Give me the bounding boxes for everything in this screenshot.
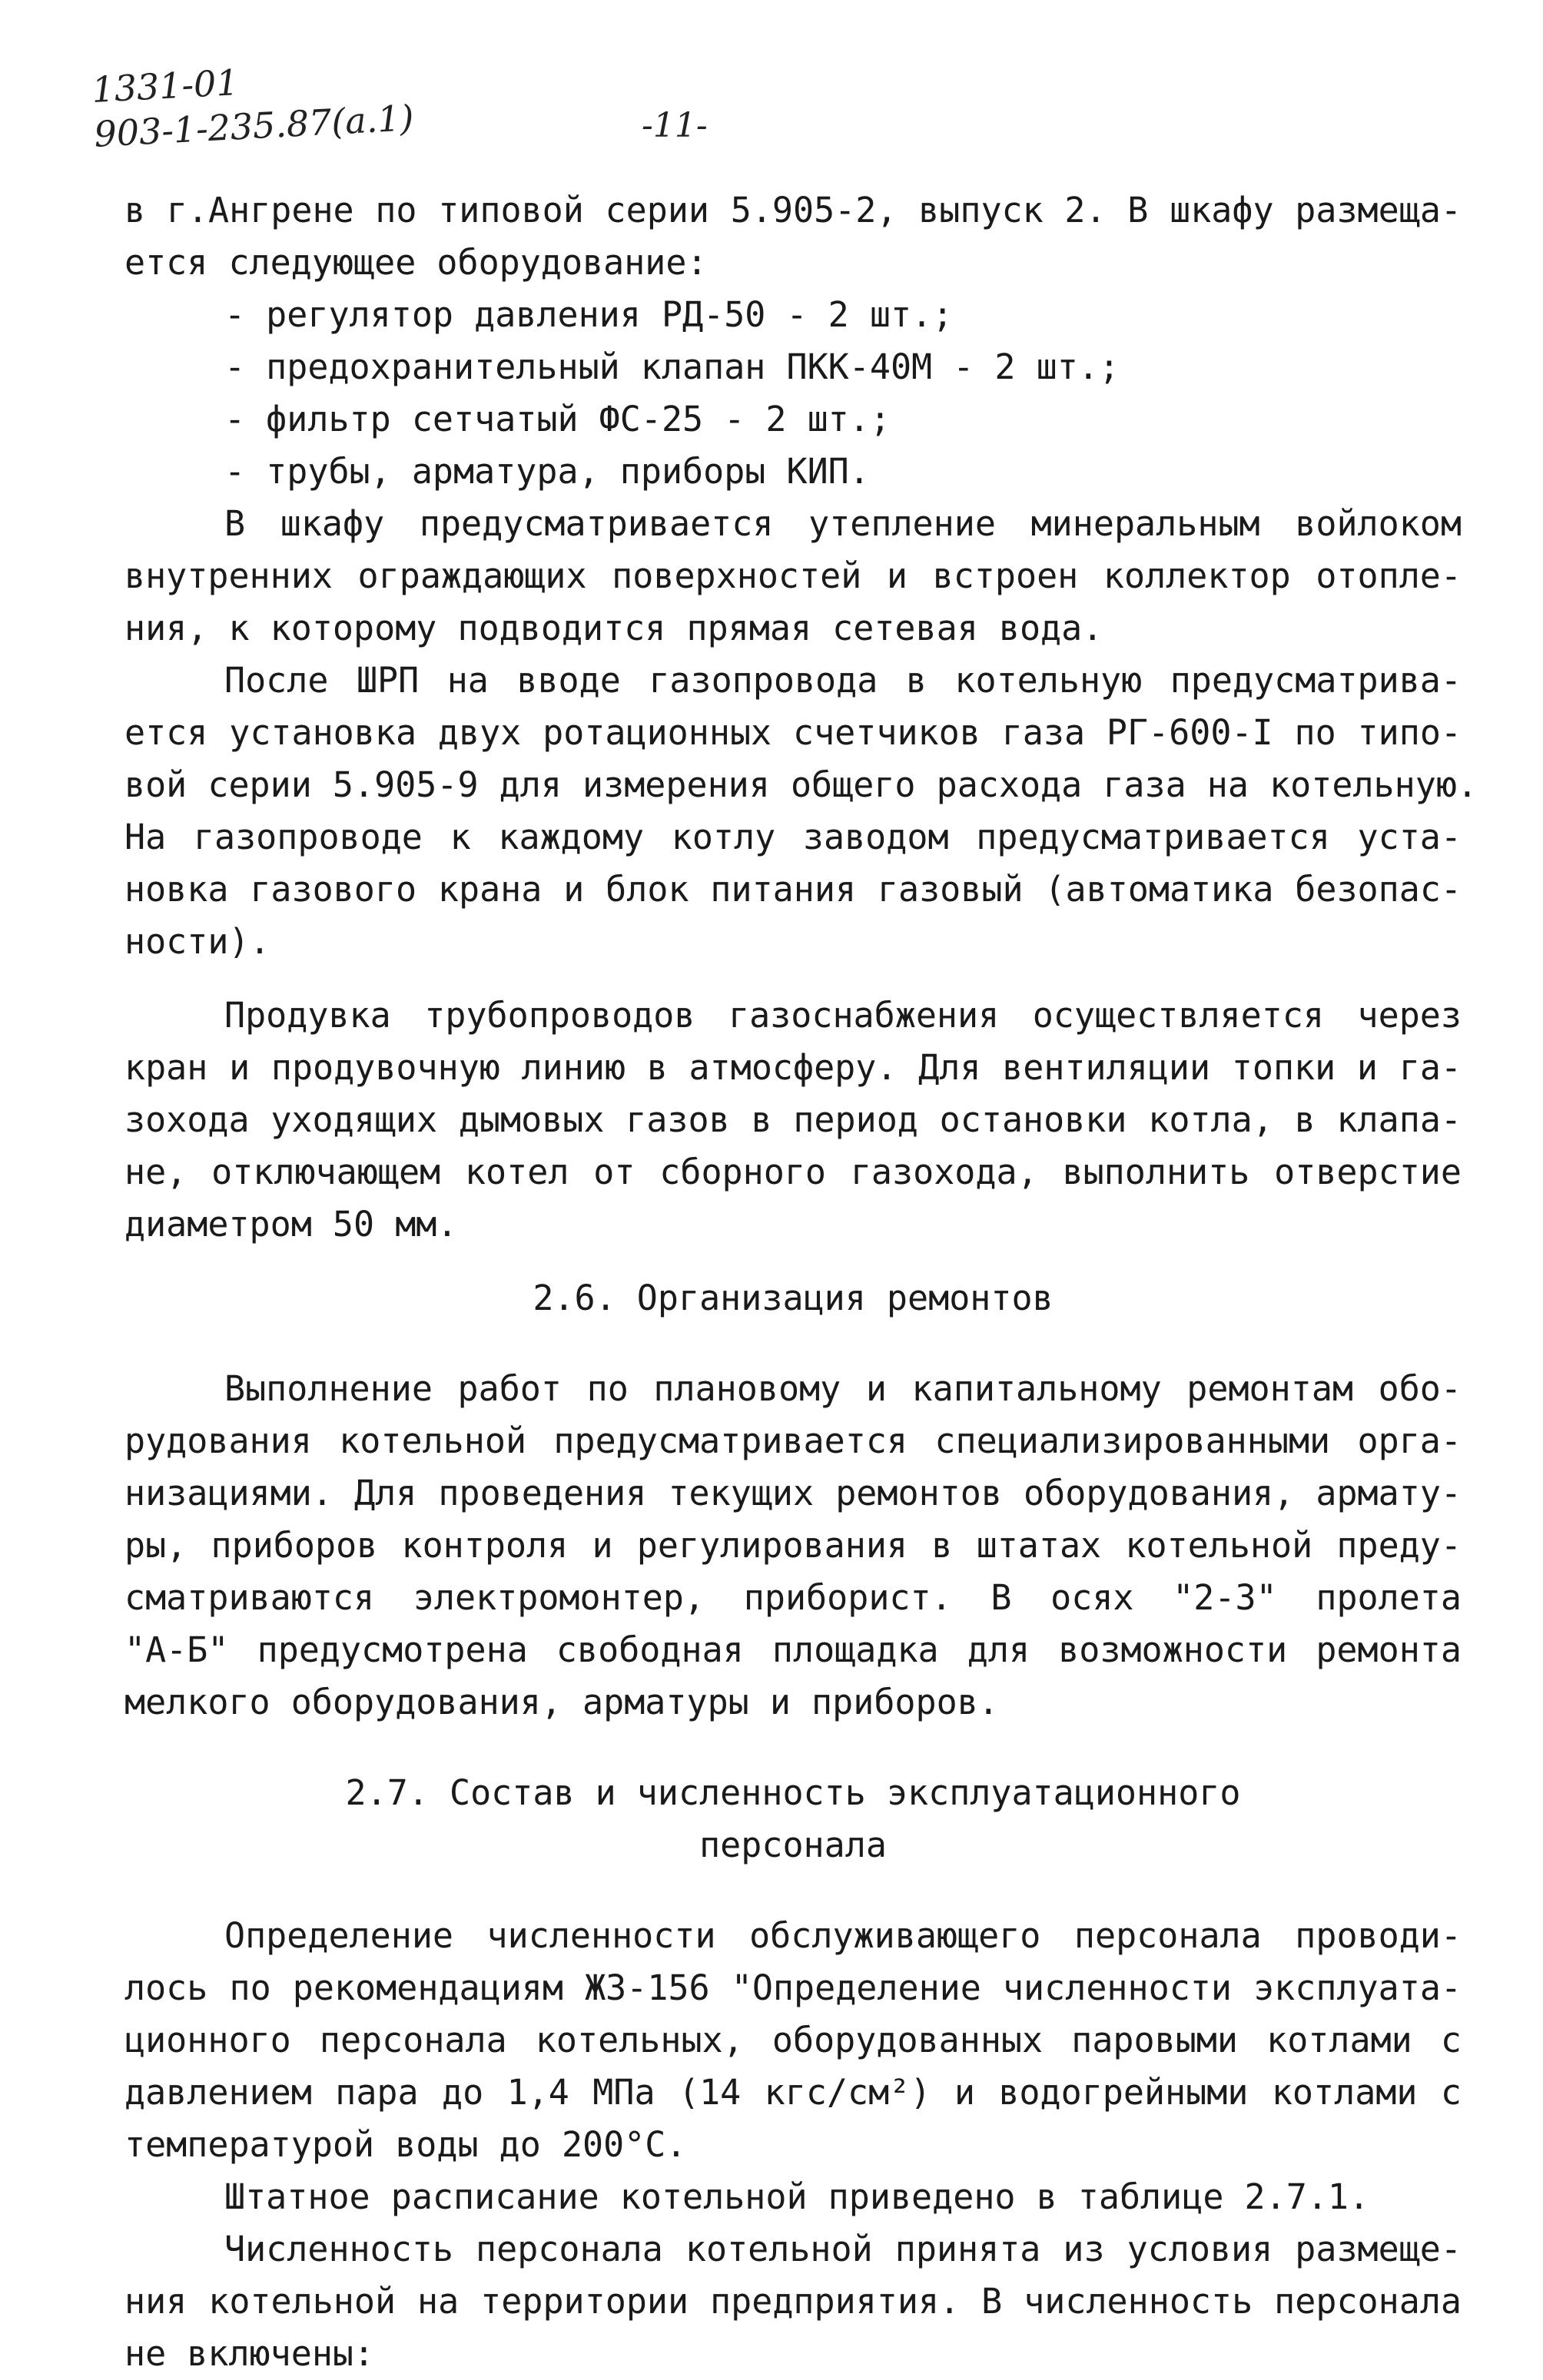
list-item: - регулятор давления РД-50 - 2 шт.; [224, 294, 954, 335]
list-item: - предохранительный клапан ПКК-40М - 2 шт.; [224, 346, 1120, 387]
text-line: ры, приборов контроля и регулирования в штатах котельной преду- [124, 1525, 1462, 1566]
text-line: не включены: [124, 2333, 375, 2374]
text-line: внутренних ограждающих поверхностей и встроен коллектор отопле- [124, 555, 1462, 596]
text-line: рудования котельной предусматривается специализированными орга- [124, 1420, 1462, 1461]
page-number: -11- [642, 106, 708, 145]
text-line: диаметром 50 мм. [124, 1204, 458, 1245]
text-line: В шкафу предусматривается утепление минеральным войлоком [224, 503, 1462, 544]
spacer [124, 1871, 1462, 1910]
text-line: Численность персонала котельной принята из условия размеще- [224, 2229, 1462, 2269]
section-heading-2-7-cont: персонала [699, 1825, 887, 1865]
text-line: зохода уходящих дымовых газов в период остановки котла, в клапа- [124, 1099, 1462, 1140]
handwritten-line-2: 903-1-235.87(a.1) [93, 97, 415, 155]
text-line: ния котельной на территории предприятия. В численность персонала [124, 2281, 1462, 2322]
text-line: ется следующее оборудование: [124, 242, 708, 283]
text-line: вой серии 5.905-9 для измерения общего расхода газа на котельную. [124, 764, 1478, 805]
spacer [124, 1729, 1462, 1767]
text-line: Определение численности обслуживающего персонала проводи- [224, 1915, 1462, 1956]
text-line: мелкого оборудования, арматуры и приборов. [124, 1682, 999, 1722]
spacer [124, 1251, 1462, 1272]
text-line: температурой воды до 200°С. [124, 2124, 687, 2165]
text-line: "А-Б" предусмотрена свободная площадка для возможности ремонта [124, 1629, 1462, 1670]
text-line: давлением пара до 1,4 МПа (14 кгс/см²) и водогрейными котлами с [124, 2072, 1462, 2113]
text-line: ности). [124, 921, 270, 962]
text-line: Штатное расписание котельной приведено в таблице 2.7.1. [224, 2176, 1370, 2217]
text-line: ционного персонала котельных, оборудованных паровыми котлами с [124, 2020, 1462, 2060]
text-line: новка газового крана и блок питания газовый (автоматика безопас- [124, 869, 1462, 910]
text-line: Выполнение работ по плановому и капитальному ремонтам обо- [224, 1368, 1462, 1409]
text-line: После ШРП на вводе газопровода в котельную предусматрива- [224, 660, 1462, 701]
section-heading-2-6: 2.6. Организация ремонтов [533, 1278, 1054, 1318]
text-line: сматриваются электромонтер, приборист. В осях "2-3" пролета [124, 1577, 1462, 1618]
text-line: лось по рекомендациям ЖЗ-156 "Определение численности эксплуата- [124, 1967, 1462, 2008]
document-body [124, 184, 1478, 2380]
handwritten-line-1: 1331-01 [91, 61, 240, 111]
text-line: ния, к которому подводится прямая сетевая вода. [124, 608, 1103, 648]
text-line: не, отключающем котел от сборного газохода, выполнить отверстие [124, 1152, 1462, 1192]
list-item: - трубы, арматура, приборы КИП. [224, 451, 870, 492]
text-line: низациями. Для проведения текущих ремонтов оборудования, армату- [124, 1473, 1462, 1513]
list-item: - фильтр сетчатый ФС-25 - 2 шт.; [224, 399, 891, 439]
spacer [124, 1324, 1462, 1363]
text-line: кран и продувочную линию в атмосферу. Для вентиляции топки и га- [124, 1047, 1462, 1088]
section-heading-2-7: 2.7. Состав и численность эксплуатационного [345, 1772, 1241, 1813]
text-line: в г.Ангрене по типовой серии 5.905-2, выпуск 2. В шкафу размеща- [124, 190, 1462, 230]
text-line: На газопроводе к каждому котлу заводом предусматривается уста- [124, 817, 1462, 857]
text-line: ется установка двух ротационных счетчиков газа РГ-600-I по типо- [124, 712, 1462, 753]
text-line: Продувка трубопроводов газоснабжения осуществляется через [224, 995, 1462, 1036]
spacer [124, 968, 1462, 989]
handwritten-archive-number [91, 51, 415, 157]
